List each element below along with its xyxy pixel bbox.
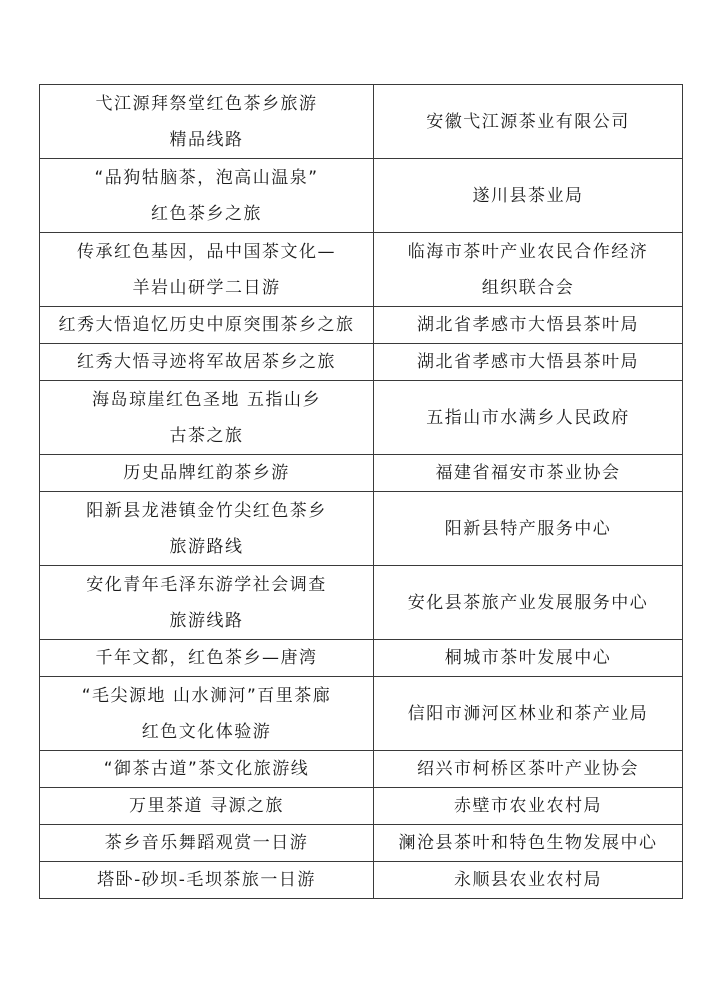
organization-cell — [374, 233, 683, 307]
organization-line: 桐城市茶叶发展中心 — [444, 648, 612, 668]
route-name-cell — [40, 640, 374, 677]
route-name-line: 羊岩山研学二日游 — [132, 277, 281, 298]
organization-line: 遂川县茶业局 — [472, 185, 584, 206]
organization-cell — [374, 788, 683, 825]
route-name-cell — [40, 862, 374, 899]
route-name-line: 茶乡音乐舞蹈观赏一日游 — [104, 833, 309, 853]
route-name-line: 阳新县龙港镇金竹尖红色茶乡 — [86, 500, 327, 521]
organization-cell — [374, 344, 683, 381]
organization-cell — [374, 159, 683, 233]
organization-line: 绍兴市柯桥区茶叶产业协会 — [417, 759, 639, 779]
organization-cell — [374, 455, 683, 492]
route-name-cell — [40, 233, 374, 307]
organization-line: 湖北省孝感市大悟县茶叶局 — [417, 315, 639, 335]
route-name-line: 旅游线路 — [169, 610, 244, 631]
route-name-cell — [40, 677, 374, 751]
route-name-line: 万里茶道 寻源之旅 — [129, 796, 284, 816]
organization-cell — [374, 566, 683, 640]
table-row — [40, 492, 683, 566]
route-name-cell — [40, 85, 374, 159]
table-row — [40, 85, 683, 159]
organization-line: 福建省福安市茶业协会 — [435, 463, 621, 483]
table-row — [40, 233, 683, 307]
route-name-cell — [40, 381, 374, 455]
route-name-line: “品狗牯脑茶，泡高山温泉” — [94, 167, 319, 188]
route-name-cell — [40, 159, 374, 233]
table-row — [40, 344, 683, 381]
route-name-line: 红秀大悟追忆历史中原突围茶乡之旅 — [58, 315, 355, 335]
organization-line: 安徽弋江源茶业有限公司 — [426, 111, 630, 132]
route-name-line: “御茶古道”茶文化旅游线 — [103, 759, 310, 779]
table-row — [40, 381, 683, 455]
route-name-line: 弋江源拜祭堂红色茶乡旅游 — [95, 93, 318, 114]
organization-line: 永顺县农业农村局 — [454, 870, 602, 890]
route-name-cell — [40, 455, 374, 492]
route-name-cell — [40, 788, 374, 825]
route-name-line: 传承红色基因，品中国茶文化— — [77, 241, 336, 262]
route-name-cell — [40, 492, 374, 566]
tea-tourism-route-table — [39, 84, 683, 899]
table-row — [40, 825, 683, 862]
organization-line: 安化县茶旅产业发展服务中心 — [407, 592, 649, 613]
organization-cell — [374, 85, 683, 159]
organization-line: 信阳市浉河区林业和茶产业局 — [407, 703, 649, 724]
organization-line: 澜沧县茶叶和特色生物发展中心 — [398, 833, 658, 853]
organization-cell — [374, 825, 683, 862]
organization-cell — [374, 492, 683, 566]
route-name-line: 红秀大悟寻迹将军故居茶乡之旅 — [77, 352, 336, 372]
route-name-line: 精品线路 — [169, 129, 244, 150]
organization-cell — [374, 862, 683, 899]
table-row — [40, 159, 683, 233]
route-name-line: 旅游路线 — [169, 536, 244, 557]
table-row — [40, 566, 683, 640]
organization-line: 赤壁市农业农村局 — [454, 796, 602, 816]
organization-cell — [374, 307, 683, 344]
route-name-cell — [40, 825, 374, 862]
route-name-cell — [40, 751, 374, 788]
organization-cell — [374, 751, 683, 788]
organization-cell — [374, 381, 683, 455]
table-row — [40, 307, 683, 344]
route-name-line: 塔卧-砂坝-毛坝茶旅一日游 — [97, 870, 316, 890]
route-name-line: 千年文都，红色茶乡—唐湾 — [95, 648, 318, 668]
table-row — [40, 640, 683, 677]
route-name-line: 海岛琼崖红色圣地 五指山乡 — [92, 389, 321, 410]
route-name-line: 古茶之旅 — [169, 425, 244, 446]
organization-line: 湖北省孝感市大悟县茶叶局 — [417, 352, 639, 372]
route-name-cell — [40, 307, 374, 344]
table-body — [40, 85, 683, 899]
organization-cell — [374, 640, 683, 677]
route-name-line: 历史品牌红韵茶乡游 — [123, 463, 290, 483]
table-row — [40, 862, 683, 899]
route-name-cell — [40, 566, 374, 640]
table-row — [40, 677, 683, 751]
table-row — [40, 751, 683, 788]
route-name-line: 红色文化体验游 — [141, 721, 272, 742]
route-name-line: “毛尖源地 山水浉河”百里茶廊 — [81, 685, 332, 706]
table-row — [40, 788, 683, 825]
organization-line: 五指山市水满乡人民政府 — [426, 407, 630, 428]
route-name-line: 安化青年毛泽东游学社会调查 — [86, 574, 327, 595]
organization-line: 阳新县特产服务中心 — [444, 518, 612, 539]
organization-line: 组织联合会 — [481, 277, 575, 298]
organization-line: 临海市茶叶产业农民合作经济 — [407, 241, 649, 262]
organization-cell — [374, 677, 683, 751]
route-name-cell — [40, 344, 374, 381]
route-name-line: 红色茶乡之旅 — [151, 203, 262, 224]
table-row — [40, 455, 683, 492]
